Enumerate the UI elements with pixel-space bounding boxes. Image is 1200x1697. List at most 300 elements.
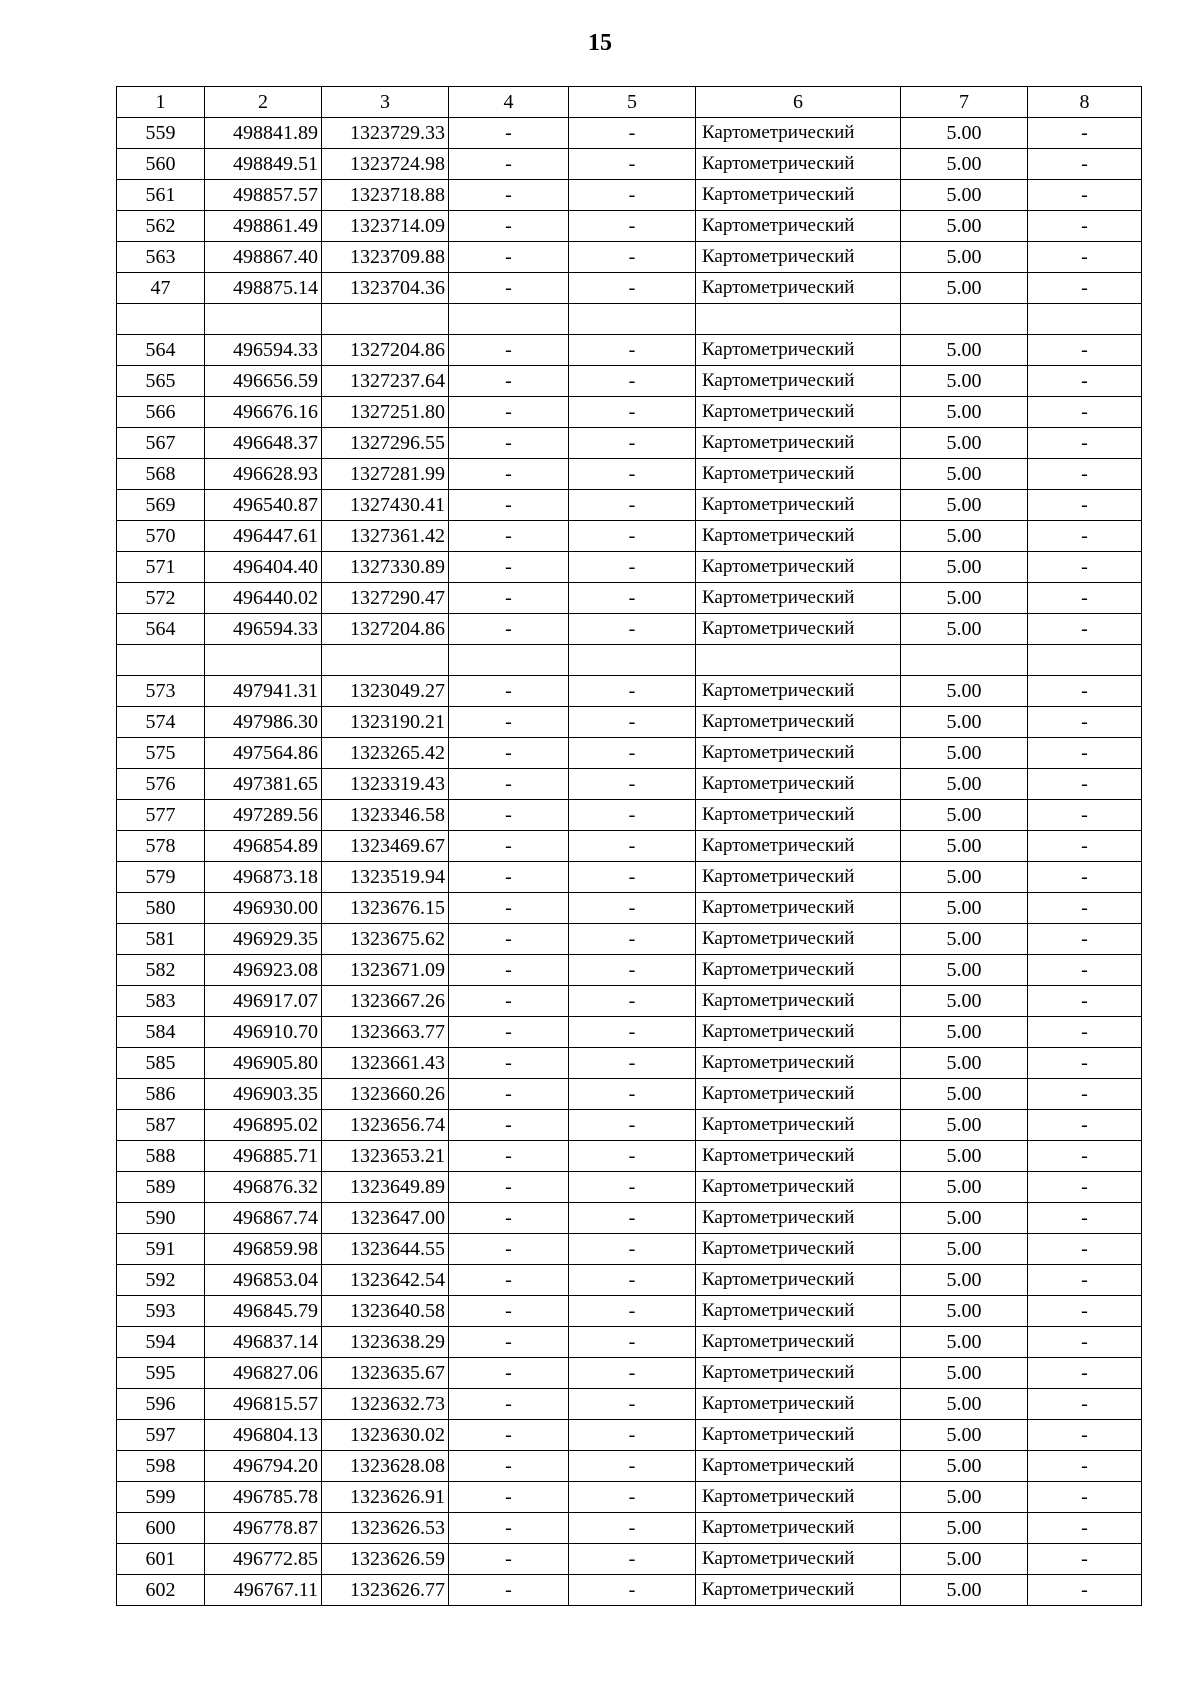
accuracy-cell: 5.00 [901,676,1028,707]
coordinate-y-cell: 1323626.53 [322,1513,449,1544]
table-row [117,738,1142,769]
method-cell: Картометрический [696,769,901,800]
table-row [117,614,1142,645]
empty-cell [569,304,696,335]
point-number-cell: 583 [117,986,205,1017]
coordinate-x-cell: 497564.86 [205,738,322,769]
col-8-value-cell: - [1028,180,1142,211]
coordinate-y-cell: 1327296.55 [322,428,449,459]
accuracy-cell: 5.00 [901,273,1028,304]
col-8-value-cell: - [1028,1389,1142,1420]
col-4-value-cell: - [449,800,569,831]
col-8-value-cell: - [1028,242,1142,273]
empty-cell [117,645,205,676]
coordinate-x-cell: 496895.02 [205,1110,322,1141]
col-8-value-cell: - [1028,459,1142,490]
method-cell: Картометрический [696,1234,901,1265]
coordinate-y-cell: 1323190.21 [322,707,449,738]
col-4-value-cell: - [449,1079,569,1110]
coordinates-table [116,86,1142,1606]
empty-cell [1028,645,1142,676]
coordinate-y-cell: 1323661.43 [322,1048,449,1079]
coordinate-y-cell: 1327330.89 [322,552,449,583]
method-cell: Картометрический [696,862,901,893]
coordinate-y-cell: 1323626.77 [322,1575,449,1606]
method-cell: Картометрический [696,242,901,273]
table-row [117,955,1142,986]
accuracy-cell: 5.00 [901,149,1028,180]
coordinate-x-cell: 496873.18 [205,862,322,893]
empty-cell [1028,304,1142,335]
point-number-cell: 568 [117,459,205,490]
column-header: 7 [901,87,1028,118]
method-cell: Картометрический [696,831,901,862]
col-5-value-cell: - [569,459,696,490]
table-row [117,521,1142,552]
col-4-value-cell: - [449,1451,569,1482]
point-number-cell: 47 [117,273,205,304]
coordinate-y-cell: 1327290.47 [322,583,449,614]
point-number-cell: 560 [117,149,205,180]
accuracy-cell: 5.00 [901,428,1028,459]
coordinate-x-cell: 496778.87 [205,1513,322,1544]
coordinate-x-cell: 496656.59 [205,366,322,397]
coordinate-x-cell: 496540.87 [205,490,322,521]
col-5-value-cell: - [569,335,696,366]
col-8-value-cell: - [1028,1296,1142,1327]
table-row [117,242,1142,273]
coordinate-x-cell: 496594.33 [205,614,322,645]
point-number-cell: 581 [117,924,205,955]
method-cell: Картометрический [696,397,901,428]
point-number-cell: 582 [117,955,205,986]
point-number-cell: 575 [117,738,205,769]
method-cell: Картометрический [696,800,901,831]
accuracy-cell: 5.00 [901,1234,1028,1265]
coordinate-y-cell: 1323632.73 [322,1389,449,1420]
col-5-value-cell: - [569,490,696,521]
col-8-value-cell: - [1028,552,1142,583]
table-row [117,583,1142,614]
coordinate-x-cell: 497381.65 [205,769,322,800]
coordinate-y-cell: 1323265.42 [322,738,449,769]
method-cell: Картометрический [696,459,901,490]
col-8-value-cell: - [1028,1420,1142,1451]
coordinate-x-cell: 498849.51 [205,149,322,180]
col-5-value-cell: - [569,552,696,583]
point-number-cell: 584 [117,1017,205,1048]
coordinate-x-cell: 496827.06 [205,1358,322,1389]
method-cell: Картометрический [696,118,901,149]
coordinate-y-cell: 1323626.59 [322,1544,449,1575]
coordinate-x-cell: 496885.71 [205,1141,322,1172]
method-cell: Картометрический [696,738,901,769]
table-row [117,1141,1142,1172]
col-8-value-cell: - [1028,521,1142,552]
table-row [117,707,1142,738]
accuracy-cell: 5.00 [901,1420,1028,1451]
col-4-value-cell: - [449,180,569,211]
col-4-value-cell: - [449,1234,569,1265]
point-number-cell: 578 [117,831,205,862]
col-8-value-cell: - [1028,1079,1142,1110]
col-8-value-cell: - [1028,614,1142,645]
col-8-value-cell: - [1028,1358,1142,1389]
accuracy-cell: 5.00 [901,614,1028,645]
col-4-value-cell: - [449,1575,569,1606]
col-5-value-cell: - [569,1420,696,1451]
method-cell: Картометрический [696,490,901,521]
method-cell: Картометрический [696,1327,901,1358]
empty-cell [205,304,322,335]
col-5-value-cell: - [569,180,696,211]
table-header-row [117,87,1142,118]
point-number-cell: 580 [117,893,205,924]
accuracy-cell: 5.00 [901,583,1028,614]
coordinate-x-cell: 498857.57 [205,180,322,211]
empty-cell [901,304,1028,335]
col-8-value-cell: - [1028,1265,1142,1296]
col-5-value-cell: - [569,1451,696,1482]
coordinate-y-cell: 1323638.29 [322,1327,449,1358]
col-5-value-cell: - [569,1110,696,1141]
accuracy-cell: 5.00 [901,1110,1028,1141]
accuracy-cell: 5.00 [901,738,1028,769]
point-number-cell: 574 [117,707,205,738]
col-5-value-cell: - [569,893,696,924]
method-cell: Картометрический [696,1482,901,1513]
group-separator-row [117,304,1142,335]
accuracy-cell: 5.00 [901,1544,1028,1575]
coordinate-x-cell: 496594.33 [205,335,322,366]
col-4-value-cell: - [449,1544,569,1575]
coordinate-y-cell: 1323640.58 [322,1296,449,1327]
col-4-value-cell: - [449,1110,569,1141]
empty-cell [449,645,569,676]
table-row [117,1265,1142,1296]
accuracy-cell: 5.00 [901,1141,1028,1172]
point-number-cell: 602 [117,1575,205,1606]
col-8-value-cell: - [1028,1327,1142,1358]
coordinate-y-cell: 1323642.54 [322,1265,449,1296]
point-number-cell: 593 [117,1296,205,1327]
col-4-value-cell: - [449,738,569,769]
accuracy-cell: 5.00 [901,1575,1028,1606]
table-row [117,149,1142,180]
col-5-value-cell: - [569,831,696,862]
table-row [117,1327,1142,1358]
table-row [117,397,1142,428]
col-4-value-cell: - [449,1203,569,1234]
accuracy-cell: 5.00 [901,335,1028,366]
col-8-value-cell: - [1028,1048,1142,1079]
accuracy-cell: 5.00 [901,862,1028,893]
col-8-value-cell: - [1028,738,1142,769]
col-4-value-cell: - [449,273,569,304]
coordinate-y-cell: 1323709.88 [322,242,449,273]
col-8-value-cell: - [1028,769,1142,800]
method-cell: Картометрический [696,583,901,614]
point-number-cell: 599 [117,1482,205,1513]
coordinate-x-cell: 496854.89 [205,831,322,862]
coordinate-x-cell: 496910.70 [205,1017,322,1048]
col-5-value-cell: - [569,1048,696,1079]
method-cell: Картометрический [696,1172,901,1203]
col-4-value-cell: - [449,428,569,459]
col-5-value-cell: - [569,769,696,800]
coordinate-y-cell: 1323667.26 [322,986,449,1017]
table-row [117,1358,1142,1389]
accuracy-cell: 5.00 [901,1079,1028,1110]
coordinate-y-cell: 1323630.02 [322,1420,449,1451]
col-5-value-cell: - [569,1482,696,1513]
col-8-value-cell: - [1028,397,1142,428]
col-4-value-cell: - [449,1141,569,1172]
coordinate-y-cell: 1323628.08 [322,1451,449,1482]
col-4-value-cell: - [449,1482,569,1513]
col-4-value-cell: - [449,1296,569,1327]
table-row [117,800,1142,831]
method-cell: Картометрический [696,1296,901,1327]
empty-cell [696,645,901,676]
col-8-value-cell: - [1028,1451,1142,1482]
coordinate-x-cell: 498841.89 [205,118,322,149]
col-8-value-cell: - [1028,831,1142,862]
table-row [117,428,1142,459]
col-5-value-cell: - [569,676,696,707]
coordinate-x-cell: 496905.80 [205,1048,322,1079]
empty-cell [322,304,449,335]
col-8-value-cell: - [1028,1234,1142,1265]
table-row [117,831,1142,862]
table-row [117,1544,1142,1575]
accuracy-cell: 5.00 [901,1203,1028,1234]
accuracy-cell: 5.00 [901,211,1028,242]
col-5-value-cell: - [569,1172,696,1203]
table-row [117,1110,1142,1141]
point-number-cell: 565 [117,366,205,397]
accuracy-cell: 5.00 [901,1358,1028,1389]
coordinate-x-cell: 496923.08 [205,955,322,986]
col-5-value-cell: - [569,366,696,397]
method-cell: Картометрический [696,676,901,707]
col-8-value-cell: - [1028,955,1142,986]
col-4-value-cell: - [449,149,569,180]
col-5-value-cell: - [569,1234,696,1265]
col-4-value-cell: - [449,614,569,645]
coordinate-y-cell: 1323049.27 [322,676,449,707]
accuracy-cell: 5.00 [901,1296,1028,1327]
point-number-cell: 562 [117,211,205,242]
point-number-cell: 563 [117,242,205,273]
col-8-value-cell: - [1028,893,1142,924]
coordinate-x-cell: 496794.20 [205,1451,322,1482]
coordinate-x-cell: 496853.04 [205,1265,322,1296]
column-header: 5 [569,87,696,118]
coordinate-x-cell: 496628.93 [205,459,322,490]
col-8-value-cell: - [1028,800,1142,831]
method-cell: Картометрический [696,1420,901,1451]
col-5-value-cell: - [569,1203,696,1234]
empty-cell [569,645,696,676]
coordinate-y-cell: 1323649.89 [322,1172,449,1203]
coordinate-x-cell: 496930.00 [205,893,322,924]
point-number-cell: 579 [117,862,205,893]
col-4-value-cell: - [449,211,569,242]
method-cell: Картометрический [696,180,901,211]
col-4-value-cell: - [449,955,569,986]
coordinate-y-cell: 1327430.41 [322,490,449,521]
point-number-cell: 597 [117,1420,205,1451]
accuracy-cell: 5.00 [901,1265,1028,1296]
table-row [117,118,1142,149]
col-4-value-cell: - [449,1389,569,1420]
table-row [117,1234,1142,1265]
table-row [117,862,1142,893]
col-5-value-cell: - [569,1296,696,1327]
accuracy-cell: 5.00 [901,459,1028,490]
point-number-cell: 590 [117,1203,205,1234]
col-4-value-cell: - [449,893,569,924]
col-4-value-cell: - [449,1327,569,1358]
point-number-cell: 596 [117,1389,205,1420]
col-5-value-cell: - [569,800,696,831]
empty-cell [117,304,205,335]
col-5-value-cell: - [569,242,696,273]
method-cell: Картометрический [696,273,901,304]
accuracy-cell: 5.00 [901,521,1028,552]
col-8-value-cell: - [1028,490,1142,521]
accuracy-cell: 5.00 [901,769,1028,800]
col-4-value-cell: - [449,335,569,366]
accuracy-cell: 5.00 [901,707,1028,738]
column-header: 4 [449,87,569,118]
coordinate-x-cell: 498861.49 [205,211,322,242]
coordinate-x-cell: 497941.31 [205,676,322,707]
coordinate-y-cell: 1323675.62 [322,924,449,955]
accuracy-cell: 5.00 [901,1172,1028,1203]
coordinate-y-cell: 1323714.09 [322,211,449,242]
table-row [117,769,1142,800]
col-5-value-cell: - [569,1575,696,1606]
col-8-value-cell: - [1028,428,1142,459]
coordinate-x-cell: 496676.16 [205,397,322,428]
column-header: 1 [117,87,205,118]
col-5-value-cell: - [569,707,696,738]
col-5-value-cell: - [569,1327,696,1358]
coordinate-x-cell: 496903.35 [205,1079,322,1110]
coordinate-x-cell: 496767.11 [205,1575,322,1606]
col-5-value-cell: - [569,986,696,1017]
table-row [117,366,1142,397]
coordinate-x-cell: 496837.14 [205,1327,322,1358]
point-number-cell: 571 [117,552,205,583]
coordinate-x-cell: 496440.02 [205,583,322,614]
table-row [117,273,1142,304]
table-row [117,459,1142,490]
col-5-value-cell: - [569,428,696,459]
accuracy-cell: 5.00 [901,986,1028,1017]
group-separator-row [117,645,1142,676]
method-cell: Картометрический [696,924,901,955]
coordinate-y-cell: 1323718.88 [322,180,449,211]
point-number-cell: 573 [117,676,205,707]
accuracy-cell: 5.00 [901,1048,1028,1079]
table-row [117,552,1142,583]
col-8-value-cell: - [1028,118,1142,149]
coordinate-x-cell: 496859.98 [205,1234,322,1265]
col-8-value-cell: - [1028,1141,1142,1172]
coordinate-x-cell: 496876.32 [205,1172,322,1203]
point-number-cell: 577 [117,800,205,831]
col-8-value-cell: - [1028,583,1142,614]
col-8-value-cell: - [1028,1482,1142,1513]
coordinate-y-cell: 1323647.00 [322,1203,449,1234]
col-8-value-cell: - [1028,862,1142,893]
col-8-value-cell: - [1028,707,1142,738]
col-5-value-cell: - [569,397,696,428]
accuracy-cell: 5.00 [901,1513,1028,1544]
col-8-value-cell: - [1028,1110,1142,1141]
coordinate-x-cell: 496929.35 [205,924,322,955]
column-header: 8 [1028,87,1142,118]
coordinate-y-cell: 1323676.15 [322,893,449,924]
col-8-value-cell: - [1028,273,1142,304]
table-row [117,335,1142,366]
coordinate-y-cell: 1327281.99 [322,459,449,490]
col-4-value-cell: - [449,1420,569,1451]
col-5-value-cell: - [569,1079,696,1110]
point-number-cell: 561 [117,180,205,211]
point-number-cell: 589 [117,1172,205,1203]
col-8-value-cell: - [1028,1513,1142,1544]
column-header: 2 [205,87,322,118]
coordinate-y-cell: 1327204.86 [322,614,449,645]
column-header: 6 [696,87,901,118]
col-5-value-cell: - [569,149,696,180]
method-cell: Картометрический [696,707,901,738]
coordinate-y-cell: 1323653.21 [322,1141,449,1172]
method-cell: Картометрический [696,1451,901,1482]
col-4-value-cell: - [449,459,569,490]
col-4-value-cell: - [449,1513,569,1544]
coordinate-x-cell: 497986.30 [205,707,322,738]
coordinate-x-cell: 496815.57 [205,1389,322,1420]
coordinate-x-cell: 496867.74 [205,1203,322,1234]
empty-cell [205,645,322,676]
page-number: 15 [588,30,612,56]
accuracy-cell: 5.00 [901,1017,1028,1048]
col-5-value-cell: - [569,273,696,304]
coordinate-y-cell: 1323519.94 [322,862,449,893]
empty-cell [322,645,449,676]
point-number-cell: 594 [117,1327,205,1358]
point-number-cell: 586 [117,1079,205,1110]
coordinate-x-cell: 497289.56 [205,800,322,831]
point-number-cell: 569 [117,490,205,521]
method-cell: Картометрический [696,614,901,645]
col-5-value-cell: - [569,1141,696,1172]
col-8-value-cell: - [1028,986,1142,1017]
point-number-cell: 600 [117,1513,205,1544]
accuracy-cell: 5.00 [901,118,1028,149]
table-row [117,1048,1142,1079]
coordinate-x-cell: 496845.79 [205,1296,322,1327]
col-5-value-cell: - [569,583,696,614]
col-5-value-cell: - [569,1513,696,1544]
accuracy-cell: 5.00 [901,490,1028,521]
method-cell: Картометрический [696,1358,901,1389]
